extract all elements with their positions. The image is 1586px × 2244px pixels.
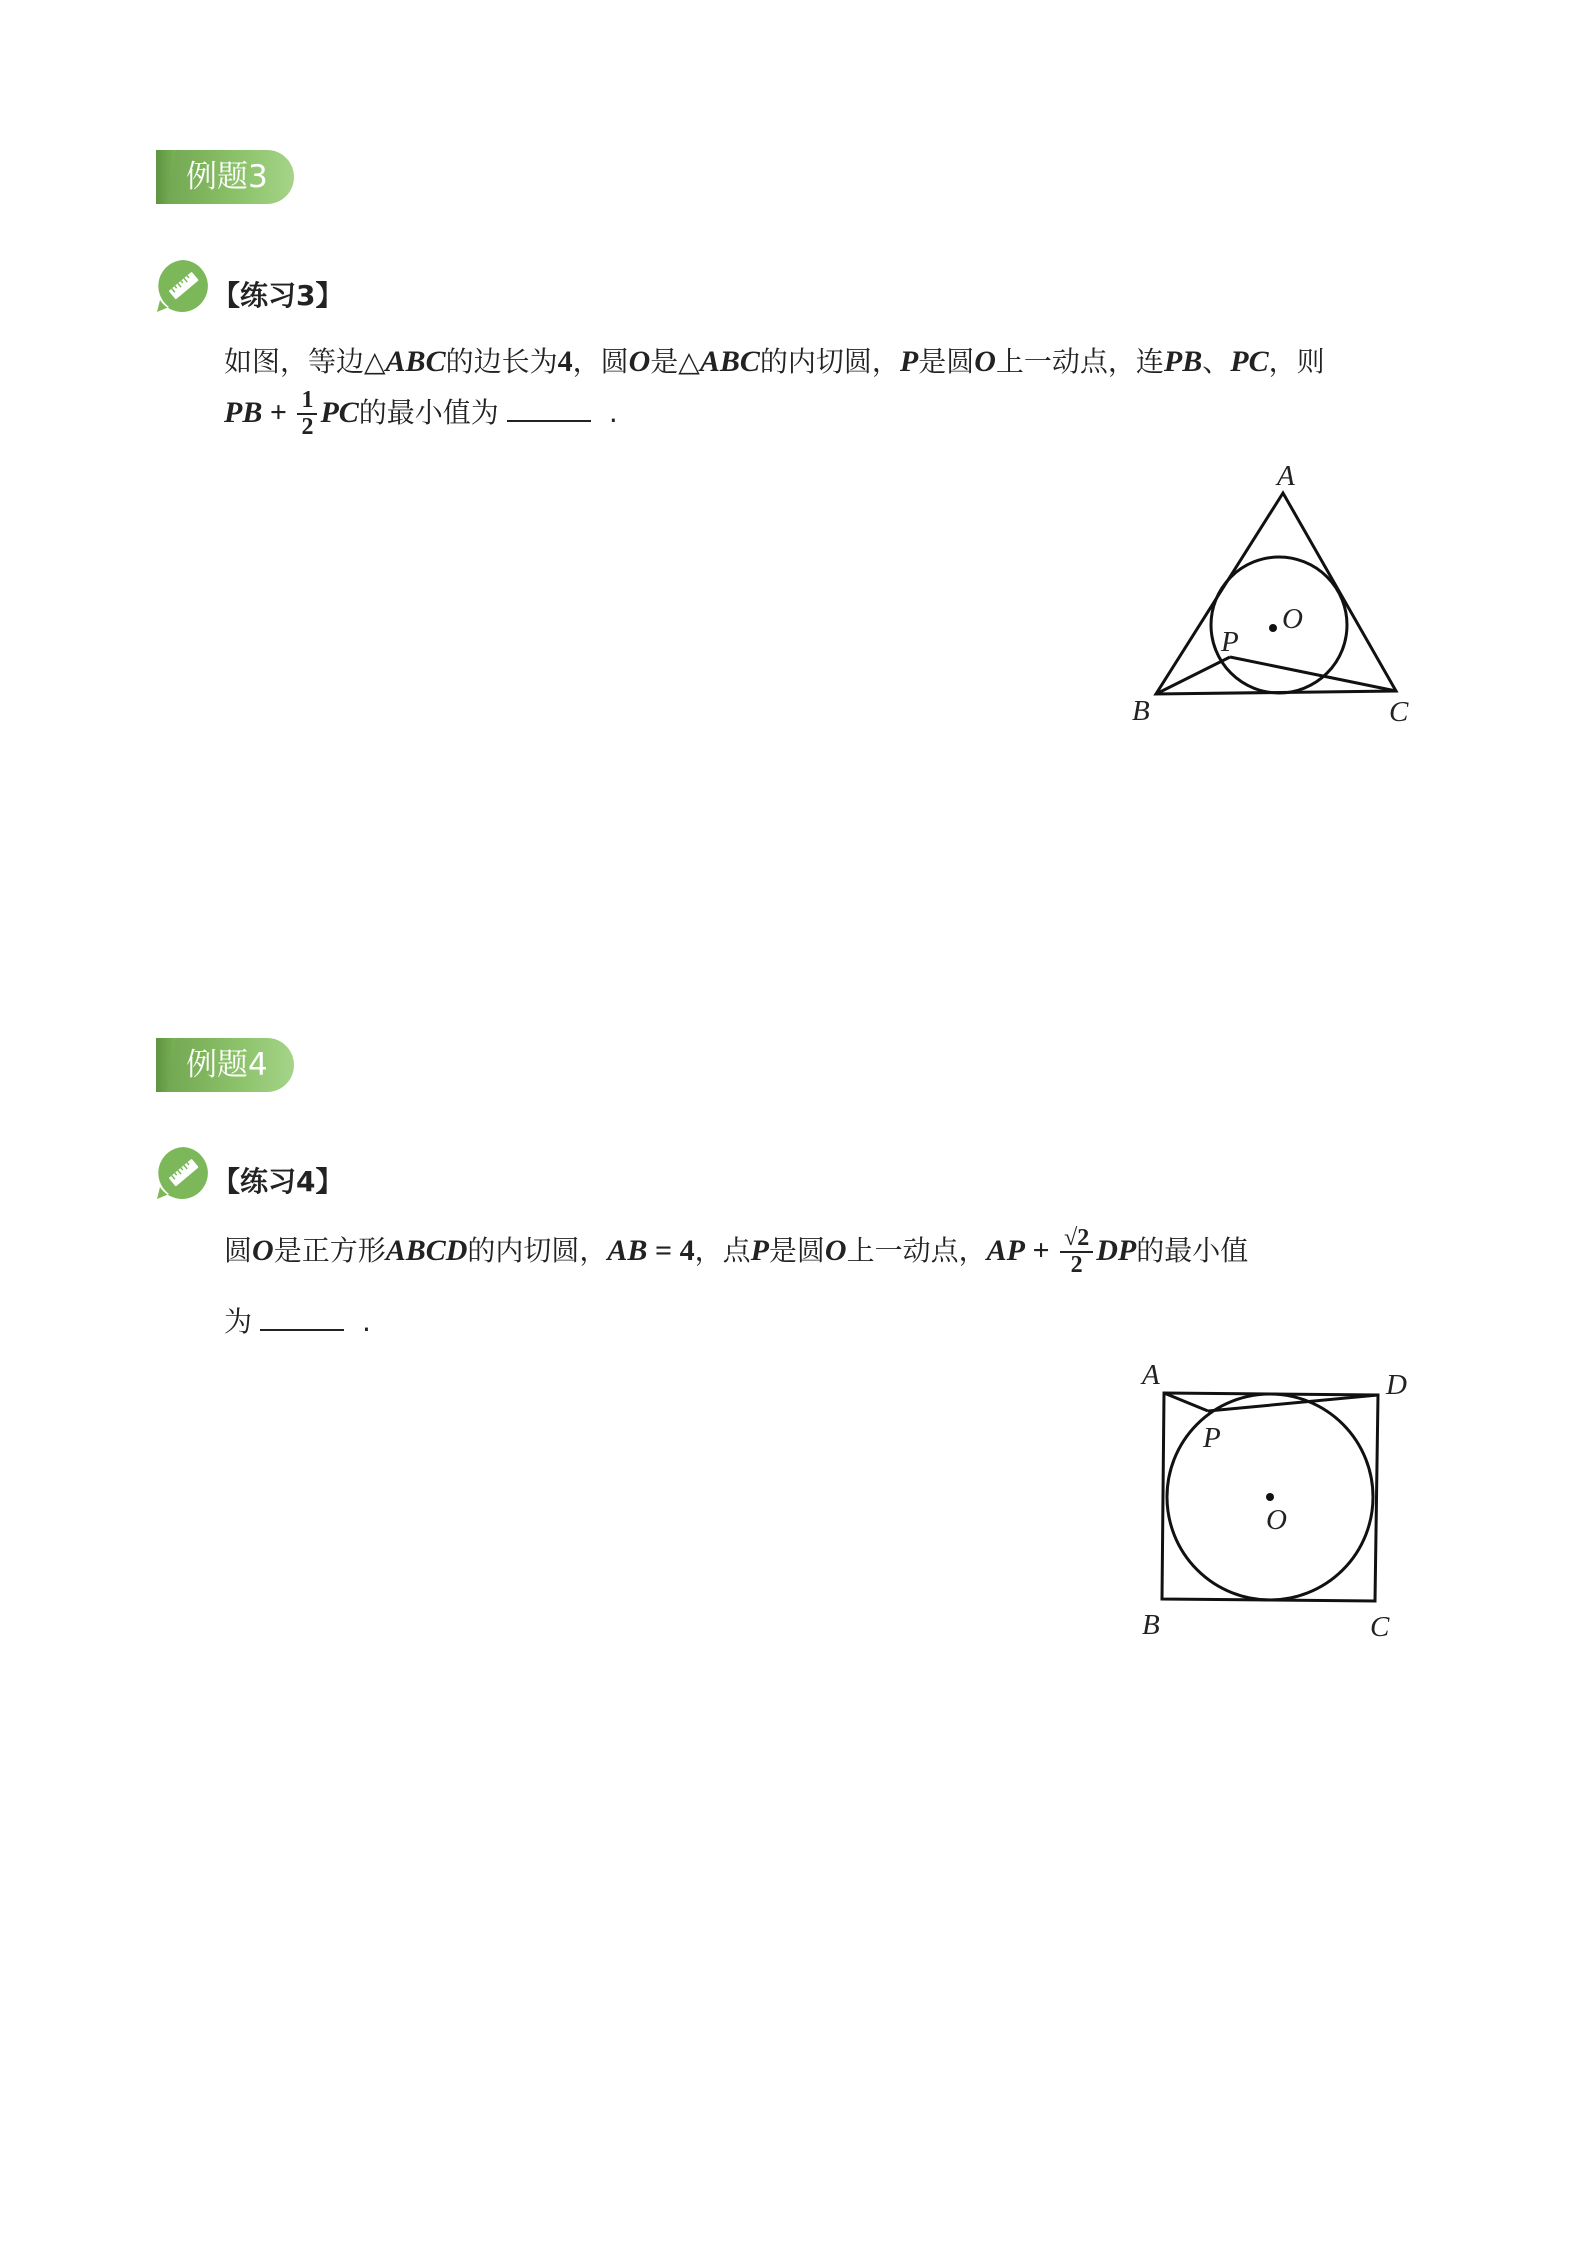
text: 是圆 — [768, 1234, 825, 1268]
math-var: O — [628, 345, 651, 378]
text: 圆 — [224, 1234, 253, 1268]
example-4-tag — [156, 1038, 294, 1092]
math-var: DP — [1096, 1234, 1137, 1268]
pencil-ruler-badge-icon — [155, 1145, 211, 1201]
text: ，点 — [694, 1234, 751, 1268]
label-c: C — [1370, 1611, 1390, 1643]
text: 为 — [224, 1305, 253, 1338]
center-point — [1266, 1493, 1274, 1501]
fraction-one-half — [297, 388, 317, 440]
pencil-ruler-badge-icon — [155, 258, 211, 314]
math-operator: + — [262, 396, 295, 430]
math-var: PB — [1163, 345, 1203, 378]
center-point — [1269, 624, 1277, 632]
label-d: D — [1386, 1369, 1407, 1401]
text: ，圆 — [572, 345, 629, 378]
label-a: A — [1142, 1359, 1160, 1391]
label-b: B — [1132, 695, 1150, 727]
problem-3-line-2 — [224, 388, 618, 440]
fraction-numerator: 1 — [297, 388, 317, 415]
math-var: ABC — [385, 345, 446, 378]
text: 的边长为 — [445, 345, 558, 378]
math-number: 4 — [679, 1234, 695, 1268]
math-number: 4 — [557, 345, 573, 378]
text: 、 — [1202, 345, 1231, 378]
text: 是圆 — [918, 345, 975, 378]
label-c: C — [1389, 696, 1409, 728]
text: 的内切圆， — [759, 345, 900, 378]
text: 的最小值为 — [358, 396, 499, 430]
fraction-numerator: √2 — [1060, 1226, 1093, 1253]
label-p: P — [1221, 626, 1239, 658]
text: 如图，等边△ — [224, 345, 386, 378]
answer-blank — [260, 1305, 344, 1331]
text: 是△ — [650, 345, 700, 378]
math-var: AP — [986, 1234, 1025, 1268]
math-var: P — [750, 1234, 769, 1268]
problem-4-line-2 — [224, 1300, 371, 1340]
practice-3-heading: 【练习3】 — [212, 279, 344, 312]
math-var: P — [899, 345, 919, 378]
label-a: A — [1277, 460, 1295, 492]
example-3-tag — [156, 150, 294, 204]
segment-ap — [1164, 1393, 1208, 1411]
label-p: P — [1203, 1422, 1221, 1454]
math-var: PC — [1230, 345, 1269, 378]
fraction-root2-over-2 — [1060, 1226, 1093, 1278]
square-incircle-figure — [1120, 1345, 1440, 1645]
math-var: PB — [224, 396, 263, 430]
example-4-tag-label: 例题4 — [186, 1047, 268, 1083]
math-var: ABC — [699, 345, 760, 378]
text: 上一动点， — [846, 1234, 987, 1268]
label-o: O — [1282, 603, 1303, 635]
period: . — [362, 1305, 371, 1338]
problem-3-line-1 — [224, 340, 1325, 380]
math-operator: + — [1024, 1234, 1058, 1268]
triangle-incircle-figure — [1110, 455, 1440, 740]
text: 的内切圆， — [467, 1234, 608, 1268]
math-var: O — [974, 345, 996, 378]
triangle-abc — [1156, 493, 1396, 694]
example-3-tag-label: 例题3 — [186, 159, 268, 195]
math-var: O — [824, 1234, 847, 1268]
math-var: PC — [320, 396, 359, 430]
practice-4-heading: 【练习4】 — [212, 1165, 344, 1198]
label-b: B — [1142, 1609, 1160, 1641]
label-o: O — [1266, 1504, 1287, 1536]
fraction-denominator: 2 — [301, 414, 314, 441]
text: ，则 — [1268, 345, 1325, 378]
answer-blank — [507, 396, 591, 422]
segment-pc — [1230, 657, 1396, 691]
text: 上一动点，连 — [995, 345, 1164, 378]
math-var: AB — [607, 1234, 648, 1268]
period: . — [608, 396, 618, 430]
text: 的最小值 — [1136, 1234, 1249, 1268]
problem-4-line-1 — [224, 1226, 1248, 1278]
math-var: ABCD — [385, 1234, 468, 1268]
math-var: O — [252, 1234, 274, 1268]
text: 是正方形 — [273, 1234, 386, 1268]
incircle — [1211, 557, 1347, 693]
math-operator: = — [647, 1234, 680, 1268]
fraction-denominator: 2 — [1070, 1252, 1083, 1279]
